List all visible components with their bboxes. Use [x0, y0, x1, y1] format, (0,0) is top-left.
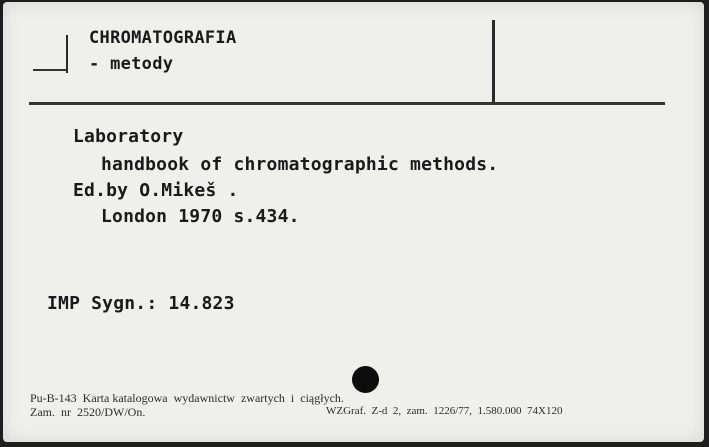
header-divider-vertical: [492, 20, 495, 102]
punch-hole: [352, 366, 379, 393]
entry-title-line2: handbook of chromatographic methods.: [101, 154, 499, 175]
entry-editor-line: Ed.by O.Mikeš .: [73, 180, 239, 201]
footer-line1: Pu-B-143 Karta katalogowa wydawnictw zwartych i ciągłych.: [30, 391, 344, 405]
call-number: IMP Sygn.: 14.823: [47, 293, 235, 314]
header-bracket-horizontal: [33, 69, 68, 71]
footer-line2-left: Zam. nr 2520/DW/On.: [30, 405, 146, 419]
header-rule: [29, 102, 665, 105]
catalog-card: [3, 2, 704, 442]
subject-heading: CHROMATOGRAFIA: [89, 28, 237, 48]
entry-title-line1: Laboratory: [73, 126, 184, 147]
header-bracket-vertical: [66, 35, 68, 73]
subtopic-heading: - metody: [89, 54, 174, 74]
footer-line2-right: WZGraf. Z-d 2, zam. 1226/77, 1.580.000 74X120: [326, 405, 563, 417]
entry-imprint-line: London 1970 s.434.: [101, 206, 300, 227]
